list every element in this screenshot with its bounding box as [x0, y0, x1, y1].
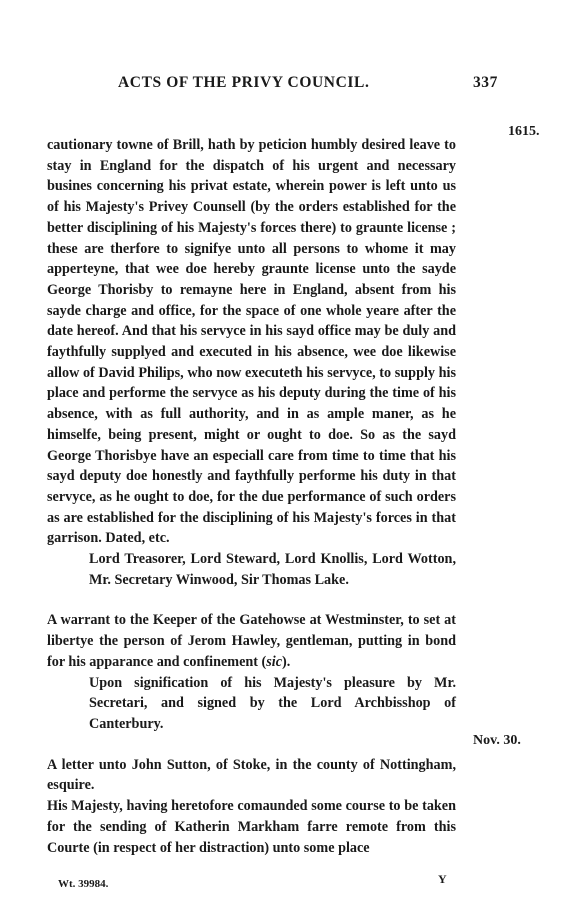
- section-gap: [47, 590, 456, 610]
- warrant-text-end: ).: [282, 653, 291, 670]
- gathering-mark: Y: [438, 872, 447, 886]
- warrant-text: A warrant to the Keeper of the Gatehowse at Westminster, to set at libertye the person of Jerom Hawley, gentleman, putting in bond for his apparance and confinement (: [47, 612, 456, 670]
- printer-signature: Wt. 39984.: [58, 878, 109, 890]
- page-number: 337: [472, 74, 498, 91]
- warrant-paragraph: [47, 610, 456, 672]
- sic-note: sic: [266, 653, 283, 670]
- margin-date: Nov. 30.: [473, 733, 521, 748]
- section-gap: [47, 735, 456, 755]
- body-text: [47, 135, 456, 858]
- signatories: Lord Treasorer, Lord Steward, Lord Knollis, Lord Wotton, Mr. Secretary Winwood, Sir Thomas Lake.: [89, 551, 456, 588]
- warrant-note: Upon signification of his Majesty's pleasure by Mr. Secretari, and signed by the Lord Archbisshop of Canterbury.: [89, 674, 456, 732]
- margin-year: 1615.: [508, 124, 540, 139]
- letter-heading: A letter unto John Sutton, of Stoke, in the county of Nottingham, esquire.: [47, 756, 456, 794]
- license-paragraph: cautionary towne of Brill, hath by peticion humbly desired leave to stay in England for the dispatch of his urgent and necessary busines concerning his privat estate, wherein power is left unto us of his Majesty's Privey Counsell (by the orders established for the better disciplining of his Majesty's forces there) to graunte license ; these are therfore to signifye unto all persons to whome it may apperteyne, that wee doe hereby graunte license unto the sayde George Thorisby to remayne here in England, absent from his sayde charge and office, for the space of one whole yeare after the date hereof. And that his servyce in his sayd office may be duly and faythfully supplyed and executed in his absence, wee doe likewise allow of David Philips, who now executeth his servyce, to supply his place and performe the servyce as his deputy during the time of his absence, with as full authority, and in as ample maner, as he himselfe, being present, might or ought to doe. So as the sayd George Thorisbye have an especiall care from time to time that his sayd deputy doe honestly and faythfully performe his duty in that servyce, as he ought to doe, for the due performance of such orders as are established for the disciplining of his Majesty's forces in that garrison. Dated, etc.: [47, 137, 456, 547]
- running-head-title: ACTS OF THE PRIVY COUNCIL.: [118, 74, 370, 91]
- letter-paragraph: His Majesty, having heretofore comaunded some course to be taken for the sending of Katherin Markham farre remote from this Courte (in respect of her distraction) unto some place: [47, 798, 456, 856]
